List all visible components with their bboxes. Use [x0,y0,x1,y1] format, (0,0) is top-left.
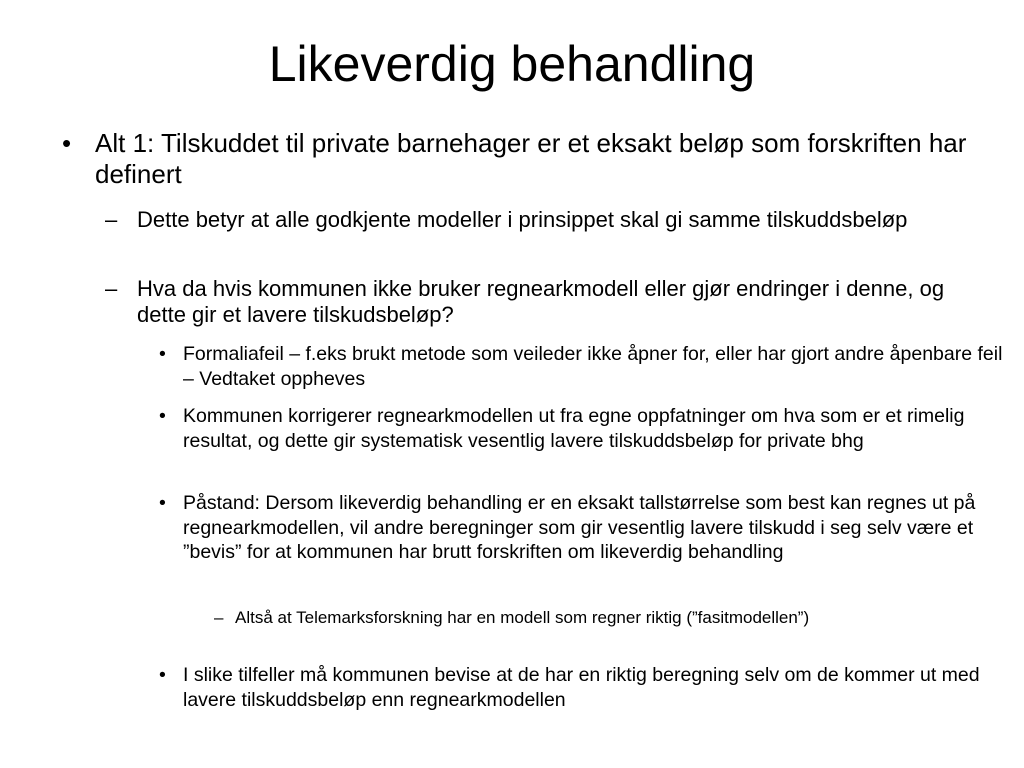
bullet-dot-icon: • [159,343,166,365]
bullet-dot-icon: • [159,664,166,686]
bullet-text: Altså at Telemarksforskning har en modell som regner riktig (”fasitmodellen”) [235,608,810,627]
bullet-level1 [62,128,985,190]
bullet-dot-icon: • [159,492,166,514]
bullet-level4 [214,607,895,628]
bullet-dash-icon: – [105,276,118,301]
bullet-dot-icon: • [62,128,72,158]
bullet-level3 [159,491,1003,565]
bullet-text: Kommunen korrigerer regnearkmodellen ut fra egne oppfatninger om hva som er et rimelig resultat, og dette gir systematisk vesentlig lavere tilskuddsbeløp for private bhg [183,405,965,452]
bullet-dash-icon: – [214,608,224,627]
bullet-level2 [105,207,987,233]
bullet-text: Påstand: Dersom likeverdig behandling er en eksakt tallstørrelse som best kan regnes ut på regnearkmodellen, vil andre beregninger som gir vesentlig lavere tilskudd i seg selv være et ”bevis” for at kommunen har brutt forskriften om likeverdig behandling [183,492,976,563]
bullet-level2 [105,276,987,328]
bullet-level3 [159,404,1003,453]
bullet-level3 [159,342,1003,391]
bullet-dot-icon: • [159,405,166,427]
bullet-text: Formaliafeil – f.eks brukt metode som veileder ikke åpner for, eller har gjort andre åpenbare feil – Vedtaket oppheves [183,343,1003,390]
bullet-text: Hva da hvis kommunen ikke bruker regnearkmodell eller gjør endringer i denne, og dette gir et lavere tilskudsbeløp? [137,276,945,327]
bullet-level3 [159,663,1003,712]
bullet-text: I slike tilfeller må kommunen bevise at de har en riktig beregning selv om de kommer ut med lavere tilskuddsbeløp enn regnearkmodellen [183,664,980,711]
bullet-dash-icon: – [105,207,118,232]
bullet-text: Alt 1: Tilskuddet til private barnehager er et eksakt beløp som forskriften har definert [95,128,967,189]
slide-title: Likeverdig behandling [268,36,756,92]
bullet-text: Dette betyr at alle godkjente modeller i prinsippet skal gi samme tilskuddsbeløp [137,207,908,232]
